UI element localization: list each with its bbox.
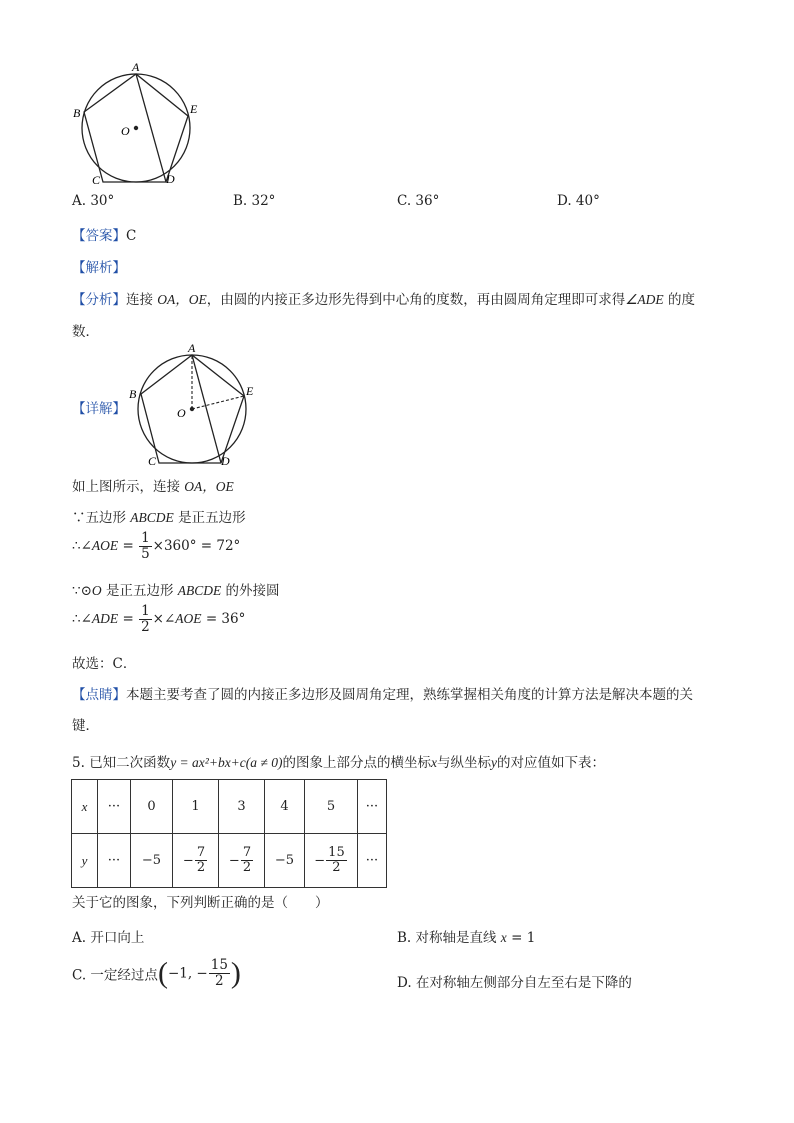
- q5-optB-var: x: [500, 930, 507, 945]
- option-d: D. 40°: [557, 193, 600, 209]
- label-D2: D: [221, 454, 230, 468]
- fenxi-vars: OA，OE: [157, 292, 207, 307]
- fraction: [241, 846, 253, 876]
- q5-option-b: [397, 926, 535, 946]
- option-b: B. 32°: [233, 193, 276, 209]
- step5-var2: AOE: [175, 610, 202, 626]
- fraction: [195, 846, 207, 876]
- fenxi-text-1: 连接: [126, 292, 158, 308]
- q5-number: 5.: [72, 755, 85, 771]
- answer-tag: 【答案】: [72, 228, 126, 244]
- table-cell: [305, 834, 358, 888]
- step3-var: AOE: [91, 537, 119, 553]
- frac-num: 1: [141, 530, 150, 546]
- step-3: [72, 531, 240, 562]
- label-C: C: [92, 173, 101, 187]
- q5-formula: y = ax²+bx+c: [170, 755, 246, 770]
- fraction-1-2: [139, 604, 152, 635]
- table-cell: 5: [305, 780, 358, 834]
- answer-line: [72, 224, 136, 244]
- step2-post: 是正五边形: [173, 510, 246, 526]
- q5-mid: 的图象上部分点的横坐标: [282, 755, 431, 771]
- step2-pre: ∵五边形: [72, 510, 131, 526]
- table-cell: 1: [173, 780, 219, 834]
- table-cell: [219, 834, 265, 888]
- label-E: E: [190, 102, 198, 116]
- neg-sign: −: [182, 853, 194, 868]
- answer-value: C: [126, 228, 137, 244]
- step-1: [72, 475, 234, 495]
- step-2: [72, 506, 246, 526]
- analysis-tag: 【解析】: [72, 260, 126, 276]
- label-A: A: [132, 60, 140, 74]
- step4-var1: O: [91, 583, 102, 598]
- step3-eq: =: [118, 537, 139, 554]
- q5-optB-post: = 1: [506, 930, 536, 946]
- paren-left: (: [157, 956, 168, 990]
- q5-ask: 关于它的图象，下列判断正确的是（ ）: [72, 895, 329, 911]
- q5-post: 的对应值如下表：: [496, 755, 605, 771]
- frac-num: 1: [141, 603, 150, 619]
- figure-pentagon-2: [126, 340, 266, 472]
- q5-stem: [72, 751, 605, 771]
- option-c: C. 36°: [397, 193, 440, 209]
- fenxi-line-2: 数．: [72, 324, 99, 340]
- fenxi-text-2: ，由圆的内接正多边形先得到中心角的度数，再由圆周角定理即可求得: [206, 292, 626, 308]
- fraction: [326, 846, 347, 876]
- label-E2: E: [246, 384, 254, 398]
- q5-optC-pre: C. 一定经过点: [72, 967, 158, 984]
- step-5: [72, 604, 245, 635]
- q5-option-a: A. 开口向上: [72, 930, 145, 946]
- figure-pentagon-1: [70, 58, 210, 190]
- step4-post: 的外接圆: [221, 583, 280, 599]
- fenxi-angle: ∠ADE: [625, 292, 664, 307]
- table-row-y: [72, 834, 387, 888]
- step5-var: ADE: [91, 610, 119, 626]
- label-O2: O: [177, 406, 186, 420]
- q5-x: x: [430, 755, 437, 770]
- step1-text: 如上图所示，连接: [72, 479, 185, 495]
- step5-pre: ∴∠: [72, 610, 92, 627]
- table-cell: ···: [98, 780, 131, 834]
- q5-y: y: [490, 755, 497, 770]
- frac-num: 15: [328, 844, 345, 860]
- step4-pre: ∵⊙: [72, 583, 92, 599]
- fenxi-tag: 【分析】: [72, 292, 126, 308]
- step4-var2: ABCDE: [177, 583, 222, 598]
- q5-optC-pt: −1, −: [167, 965, 208, 982]
- frac-den: 5: [141, 545, 150, 562]
- table-cell: ···: [98, 834, 131, 888]
- step-4: [72, 579, 280, 599]
- table-cell: ···: [358, 834, 387, 888]
- q5-cond: (a ≠ 0): [245, 755, 283, 770]
- dianjing-tag: 【点睛】: [72, 687, 126, 703]
- step2-var: ABCDE: [130, 510, 174, 525]
- frac-num: 7: [196, 844, 206, 860]
- xiangjie-tag: 【详解】: [72, 401, 126, 417]
- label-B2: B: [129, 387, 137, 401]
- frac-den: 2: [196, 860, 206, 875]
- table-cell: 0: [131, 780, 173, 834]
- step3-pre: ∴∠: [72, 537, 92, 554]
- q5-option-c: [72, 958, 241, 989]
- label-O: O: [121, 124, 130, 138]
- table-cell: 3: [219, 780, 265, 834]
- step4-mid: 是正五边形: [101, 583, 178, 599]
- step5-eq: =: [118, 610, 139, 627]
- q5-pre: 已知二次函数: [89, 755, 171, 771]
- neg-sign: −: [314, 853, 326, 868]
- table-cell: y: [72, 834, 98, 888]
- frac-den: 2: [141, 618, 150, 635]
- table-cell: ···: [358, 780, 387, 834]
- frac-num: 15: [210, 957, 228, 973]
- table-cell: −5: [131, 834, 173, 888]
- dianjing-line-1: [72, 683, 693, 703]
- frac-den: 2: [332, 860, 341, 875]
- step5-end: = 36°: [201, 610, 246, 627]
- dianjing-text-1: 本题主要考查了圆的内接正多边形及圆周角定理，熟练掌握相关角度的计算方法是解决本题的关: [126, 687, 693, 703]
- choice-line: 故选：C．: [72, 656, 137, 672]
- step3-post: ×360° = 72°: [152, 537, 241, 554]
- value-table: [71, 779, 387, 888]
- q5-option-d: D. 在对称轴左侧部分自左至右是下降的: [397, 975, 632, 991]
- frac-num: 7: [242, 844, 252, 860]
- label-D: D: [166, 172, 175, 186]
- fraction-1-5: [139, 531, 152, 562]
- table-cell: −5: [265, 834, 305, 888]
- frac-den: 2: [215, 972, 224, 989]
- fraction: [209, 958, 230, 989]
- table-cell: 4: [265, 780, 305, 834]
- neg-sign: −: [228, 853, 240, 868]
- label-A2: A: [188, 341, 196, 355]
- table-row-x: [72, 780, 387, 834]
- label-C2: C: [148, 454, 157, 468]
- label-B: B: [73, 106, 81, 120]
- q5-optB-pre: B. 对称轴是直线: [397, 930, 501, 946]
- paren-right: ): [230, 956, 241, 990]
- step5-post: ×∠: [152, 610, 176, 627]
- fenxi-text-3: 的度: [663, 292, 695, 308]
- option-a: A. 30°: [72, 193, 115, 209]
- dianjing-line-2: 键．: [72, 718, 99, 734]
- table-cell: [173, 834, 219, 888]
- q5-mid2: 与纵坐标: [436, 755, 491, 771]
- step1-vars: OA，OE: [184, 479, 234, 494]
- table-cell: x: [72, 780, 98, 834]
- frac-den: 2: [242, 860, 252, 875]
- fenxi-line-1: [72, 288, 695, 308]
